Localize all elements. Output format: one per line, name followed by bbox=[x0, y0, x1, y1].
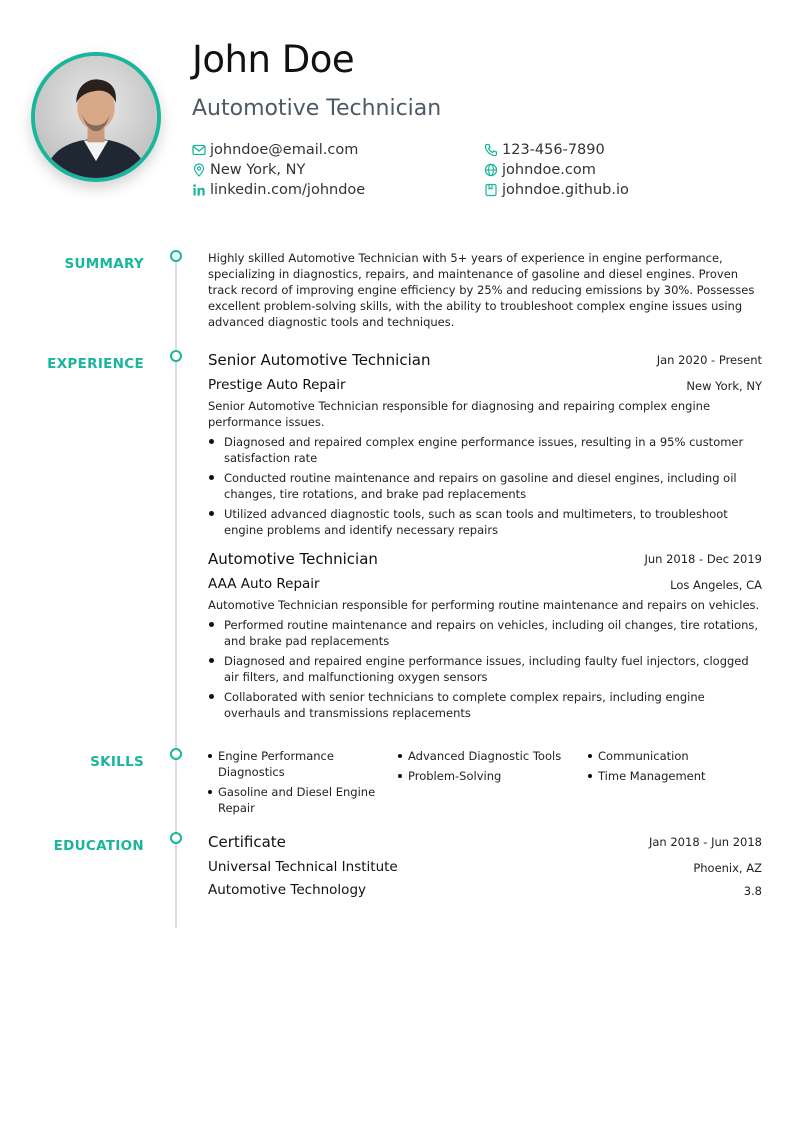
skill-text: Communication bbox=[598, 749, 689, 763]
skill-text: Gasoline and Diesel Engine Repair bbox=[218, 785, 376, 815]
skill-item bbox=[588, 748, 768, 764]
bullet-icon bbox=[208, 790, 212, 794]
bullet-icon bbox=[209, 658, 214, 663]
bullet-icon bbox=[209, 694, 214, 699]
bullet-text: Utilized advanced diagnostic tools, such as scan tools and multimeters, to troubleshoot engine problems and identify necessary repairs bbox=[224, 507, 728, 537]
github-icon bbox=[484, 183, 498, 197]
job-title: Senior Automotive Technician bbox=[208, 351, 431, 369]
bullet-text: Conducted routine maintenance and repairs on gasoline and diesel engines, including oil changes, tire rotations, and brake pad replacements bbox=[224, 471, 737, 501]
github-text: johndoe.github.io bbox=[502, 182, 629, 198]
gpa: 3.8 bbox=[743, 884, 762, 898]
avatar-photo bbox=[35, 56, 157, 178]
location-text: New York, NY bbox=[210, 162, 306, 178]
job-location: New York, NY bbox=[686, 379, 762, 393]
skills-list bbox=[208, 748, 762, 818]
education-section bbox=[208, 833, 762, 903]
skill-item bbox=[588, 768, 768, 784]
bullet-icon bbox=[209, 622, 214, 627]
skills-section bbox=[208, 748, 762, 818]
bullet-text: Diagnosed and repaired complex engine performance issues, resulting in a 95% customer satisfaction rate bbox=[224, 435, 744, 465]
bullet-icon bbox=[209, 475, 214, 480]
job-dates: Jun 2018 - Dec 2019 bbox=[644, 552, 762, 566]
bullet-icon bbox=[588, 754, 592, 758]
job-description: Automotive Technician responsible for performing routine maintenance and repairs on vehicles. bbox=[208, 598, 760, 612]
school-location: Phoenix, AZ bbox=[693, 861, 762, 875]
experience-entry bbox=[208, 351, 762, 538]
skill-item bbox=[398, 748, 578, 764]
experience-entry bbox=[208, 550, 762, 721]
section-label-skills: SKILLS bbox=[90, 754, 144, 770]
company-name: Prestige Auto Repair bbox=[208, 377, 346, 393]
company-name: AAA Auto Repair bbox=[208, 576, 320, 592]
list-item bbox=[208, 506, 762, 538]
website-text: johndoe.com bbox=[502, 162, 596, 178]
candidate-name: John Doe bbox=[192, 38, 355, 81]
phone-text: 123-456-7890 bbox=[502, 142, 605, 158]
skill-text: Engine Performance Diagnostics bbox=[218, 749, 334, 779]
bullet-icon bbox=[208, 754, 212, 758]
email-text: johndoe@email.com bbox=[210, 142, 359, 158]
avatar bbox=[31, 52, 161, 182]
bullet-text: Performed routine maintenance and repairs on vehicles, including oil changes, tire rotations, and brake pad replacements bbox=[224, 618, 759, 648]
bullet-icon bbox=[588, 774, 592, 778]
linkedin-icon bbox=[192, 183, 206, 197]
list-item bbox=[208, 434, 762, 466]
field-of-study: Automotive Technology bbox=[208, 882, 367, 898]
mail-icon bbox=[192, 143, 206, 157]
contact-phone[interactable] bbox=[484, 142, 605, 158]
section-label-education: EDUCATION bbox=[53, 838, 144, 854]
skill-item bbox=[398, 768, 578, 784]
education-dates: Jan 2018 - Jun 2018 bbox=[648, 835, 762, 849]
linkedin-text: linkedin.com/johndoe bbox=[210, 182, 366, 198]
timeline-dot-education bbox=[170, 832, 182, 844]
job-title: Automotive Technician bbox=[208, 550, 378, 568]
skill-item bbox=[208, 784, 378, 816]
list-item bbox=[208, 470, 762, 502]
map-pin-icon bbox=[192, 163, 206, 177]
bullet-icon bbox=[209, 511, 214, 516]
bullet-text: Diagnosed and repaired engine performance issues, including faulty fuel injectors, clogged air filters, and malfunctioning oxygen sensors bbox=[224, 654, 749, 684]
contact-website[interactable] bbox=[484, 162, 596, 178]
skill-text: Advanced Diagnostic Tools bbox=[408, 749, 562, 763]
summary-text: Highly skilled Automotive Technician with 5+ years of experience in engine performance, specializing in diagnostics, repairs, and maintenance of gasoline and diesel engines. Proven track record of improving engine efficiency by 25% and reducing emissions by 30%. Possesses excellent problem-solving skills, with the ability to troubleshoot complex engine issues using advanced diagnostic tools and techniques. bbox=[208, 251, 755, 329]
contact-location bbox=[192, 162, 305, 178]
bullet-icon bbox=[209, 439, 214, 444]
timeline-dot-experience bbox=[170, 350, 182, 362]
timeline-dot-summary bbox=[170, 250, 182, 262]
list-item bbox=[208, 689, 762, 721]
skill-text: Time Management bbox=[598, 769, 706, 783]
phone-icon bbox=[484, 143, 498, 157]
bullet-icon bbox=[398, 774, 402, 778]
section-label-summary: SUMMARY bbox=[64, 256, 144, 272]
bullet-icon bbox=[398, 754, 402, 758]
globe-icon bbox=[484, 163, 498, 177]
job-description: Senior Automotive Technician responsible for diagnosing and repairing complex engine performance issues. bbox=[208, 399, 711, 429]
contact-email[interactable] bbox=[192, 142, 358, 158]
skill-text: Problem-Solving bbox=[408, 769, 502, 783]
job-dates: Jan 2020 - Present bbox=[656, 353, 762, 367]
candidate-title: Automotive Technician bbox=[192, 96, 442, 121]
job-bullets bbox=[208, 434, 762, 538]
contact-github[interactable] bbox=[484, 182, 629, 198]
skill-item bbox=[208, 748, 368, 780]
degree: Certificate bbox=[208, 833, 286, 851]
job-location: Los Angeles, CA bbox=[670, 578, 762, 592]
section-label-experience: EXPERIENCE bbox=[47, 356, 144, 372]
bullet-text: Collaborated with senior technicians to complete complex repairs, including engine overhauls and transmissions replacements bbox=[224, 690, 705, 720]
summary-section bbox=[208, 250, 762, 330]
contact-linkedin[interactable] bbox=[192, 182, 365, 198]
school-name: Universal Technical Institute bbox=[208, 859, 398, 875]
experience-section bbox=[208, 351, 762, 725]
job-bullets bbox=[208, 617, 762, 721]
list-item bbox=[208, 617, 762, 649]
list-item bbox=[208, 653, 762, 685]
timeline-dot-skills bbox=[170, 748, 182, 760]
